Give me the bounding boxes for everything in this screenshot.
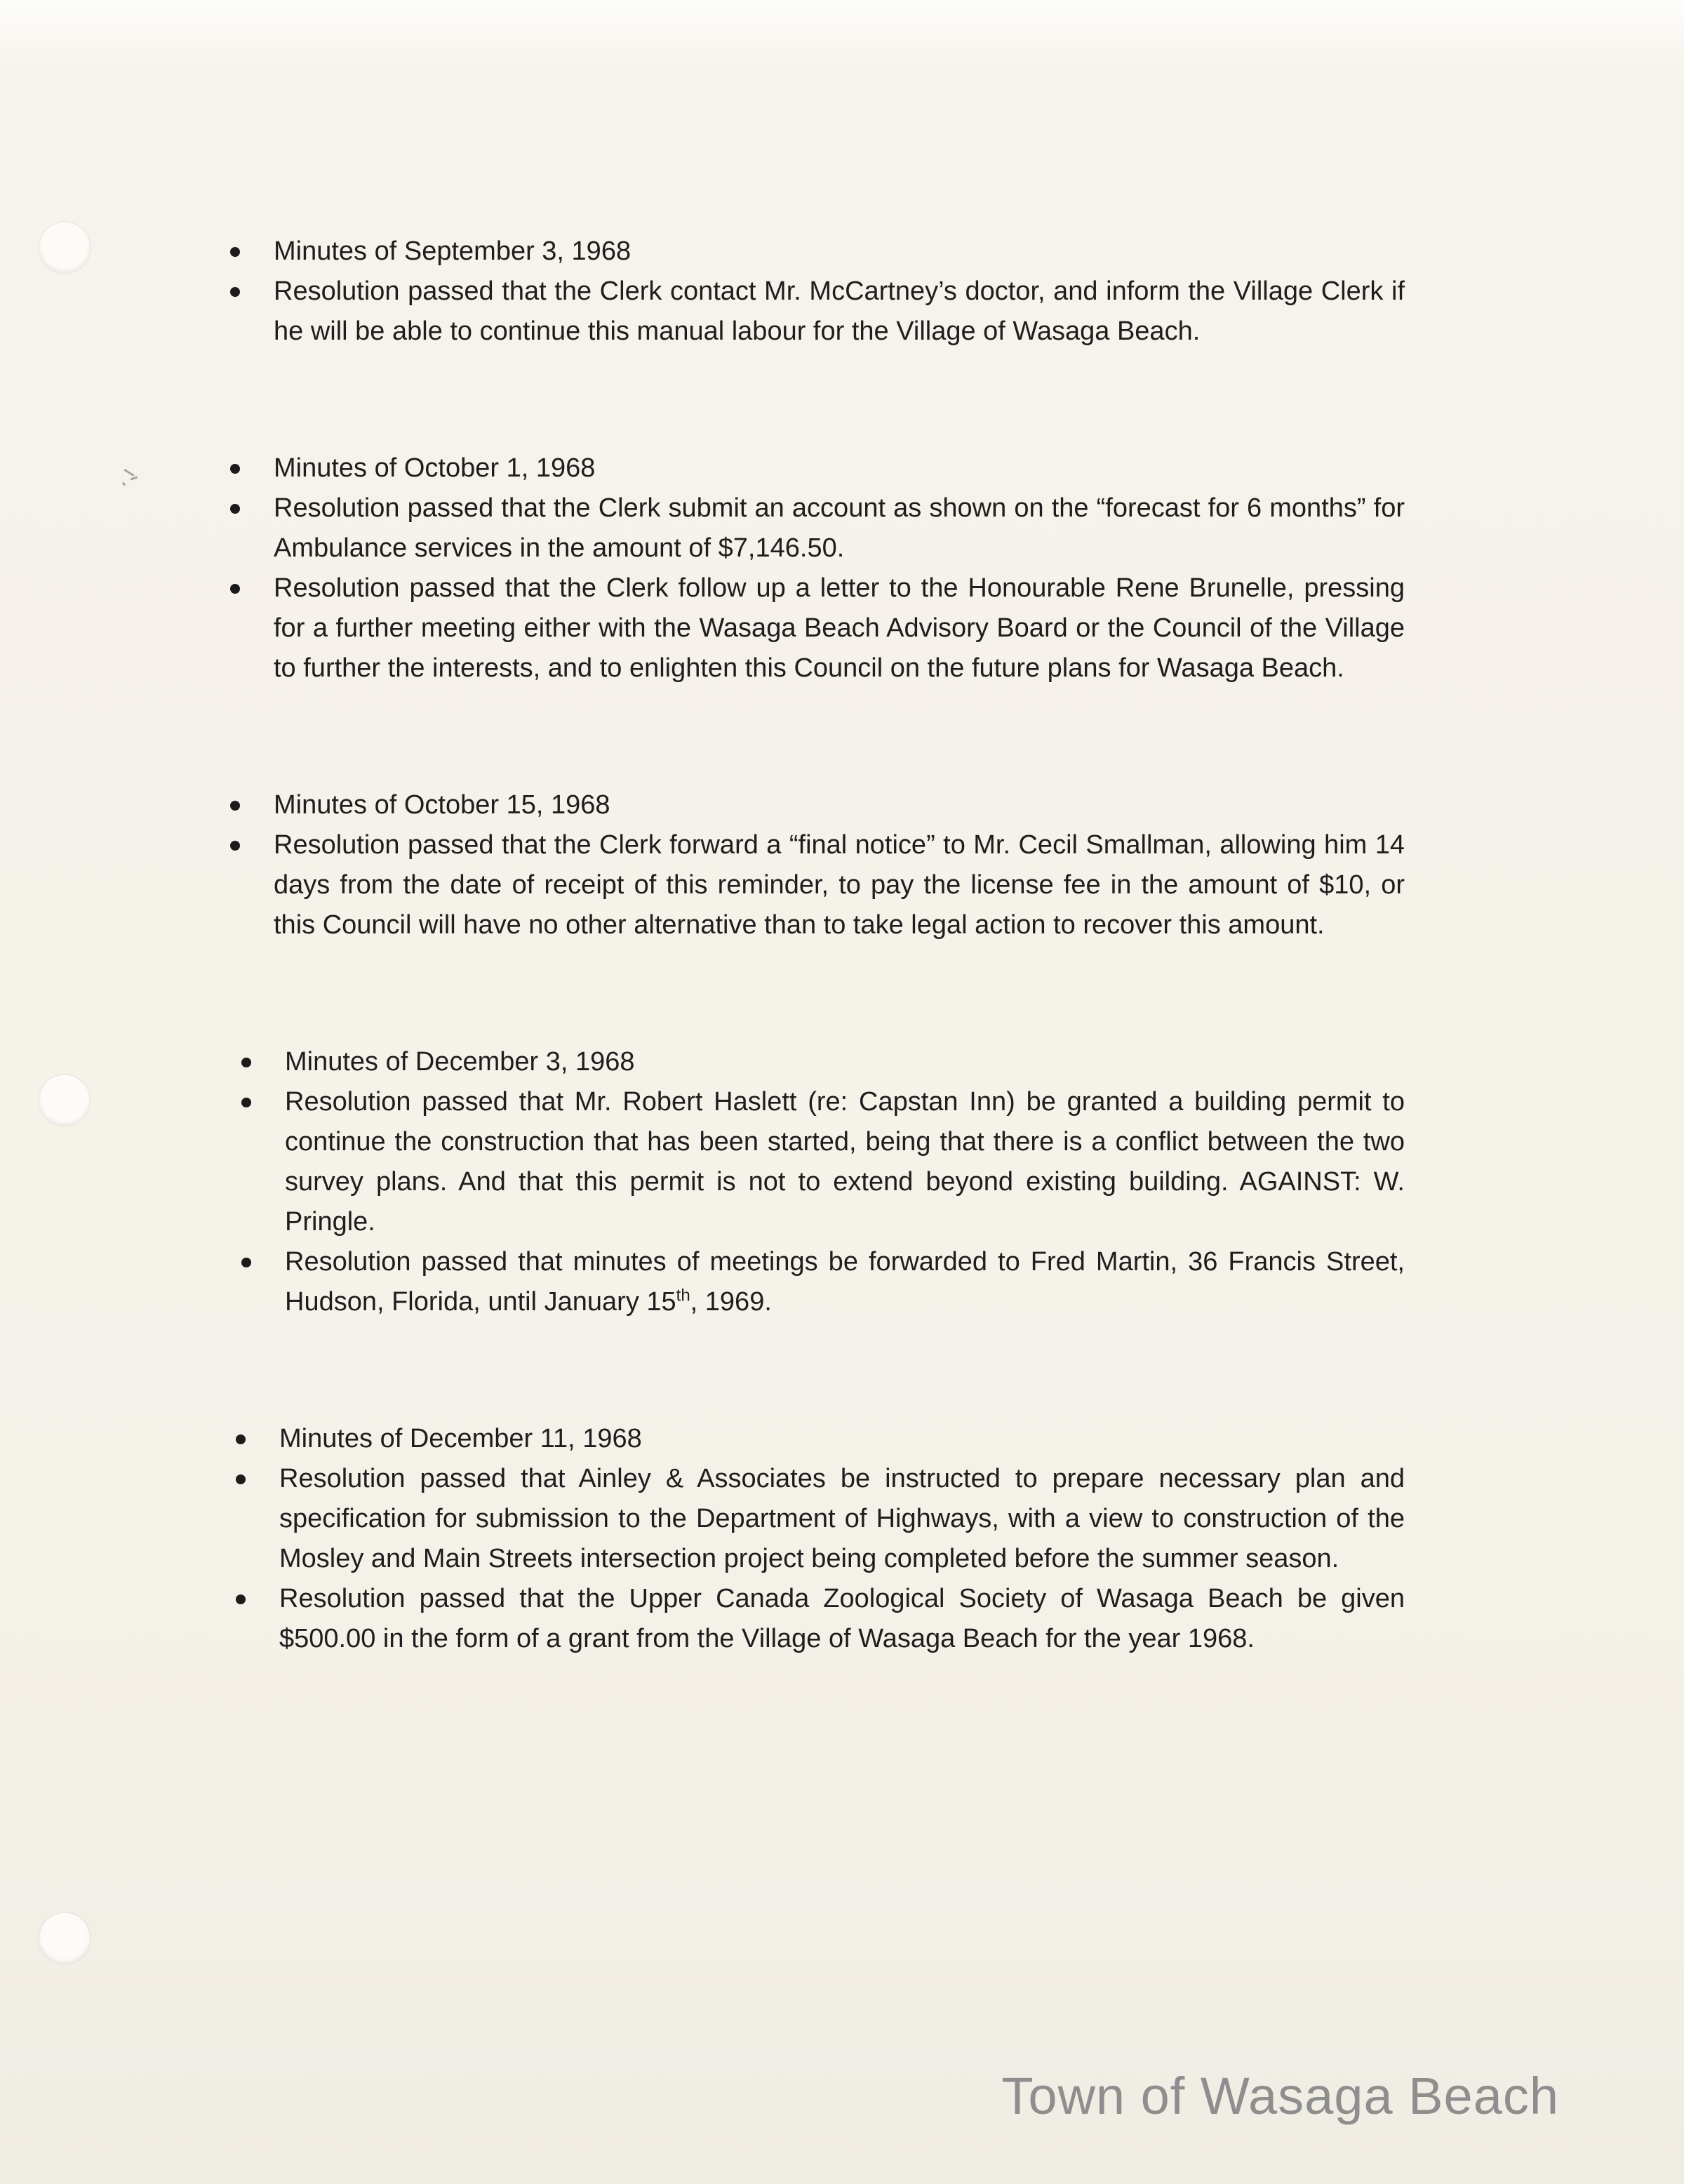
resolution-item: Resolution passed that Mr. Robert Haslett (re: Capstan Inn) be granted a building permit to continue the construction that has been started, being that there is a conflict between the two survey plans. And that this permit is not to extend beyond existing building. AGAINST: W. Pringle. [285, 1082, 1405, 1242]
pencil-mark [121, 469, 145, 487]
resolution-item: Resolution passed that the Clerk contact Mr. McCartney’s doctor, and inform the Village Clerk if he will be able to continue this manual labour for the Village of Wasaga Beach. [274, 272, 1405, 352]
resolution-text-after-superscript: , 1969. [690, 1287, 772, 1317]
minutes-date-heading: Minutes of December 11, 1968 [279, 1419, 1405, 1459]
minutes-content [274, 232, 1405, 1756]
resolution-item: Resolution passed that Ainley & Associates be instructed to prepare necessary plan and specification for submission to the Department of Highways, with a view to construction of the Mosley and Main Streets intersection project being completed before the summer season. [279, 1459, 1405, 1579]
scan-edge-highlight [0, 0, 1684, 49]
minutes-date-heading: Minutes of December 3, 1968 [285, 1042, 1405, 1082]
minutes-section-october-1 [274, 448, 1405, 688]
punch-hole-top [39, 222, 90, 273]
resolution-item: Resolution passed that the Upper Canada Zoological Society of Wasaga Beach be given $500.00 in the form of a grant from the Village of Wasaga Beach for the year 1968. [279, 1579, 1405, 1659]
punch-hole-middle [39, 1075, 90, 1126]
minutes-date-heading: Minutes of October 15, 1968 [274, 785, 1405, 825]
punch-hole-bottom [39, 1913, 90, 1964]
minutes-section-october-15 [274, 785, 1405, 945]
minutes-section-december-3 [285, 1042, 1405, 1322]
resolution-item [285, 1242, 1405, 1322]
ordinal-superscript: th [676, 1286, 690, 1305]
minutes-section-september-3 [274, 232, 1405, 352]
minutes-date-heading: Minutes of October 1, 1968 [274, 448, 1405, 488]
resolution-text-before-superscript: Resolution passed that minutes of meetings be forwarded to Fred Martin, 36 Francis Street, Hudson, Florida, until January 15 [285, 1247, 1405, 1317]
minutes-section-december-11 [279, 1419, 1405, 1659]
watermark: Town of Wasaga Beach [1001, 2067, 1559, 2125]
resolution-item: Resolution passed that the Clerk follow up a letter to the Honourable Rene Brunelle, pressing for a further meeting either with the Wasaga Beach Advisory Board or the Council of the Village to further the interests, and to enlighten this Council on the future plans for Wasaga Beach. [274, 568, 1405, 688]
minutes-date-heading: Minutes of September 3, 1968 [274, 232, 1405, 272]
resolution-item: Resolution passed that the Clerk forward a “final notice” to Mr. Cecil Smallman, allowing him 14 days from the date of receipt of this reminder, to pay the license fee in the amount of $10, or this Council will have no other alternative than to take legal action to recover this amount. [274, 825, 1405, 945]
resolution-item: Resolution passed that the Clerk submit an account as shown on the “forecast for 6 months” for Ambulance services in the amount of $7,146.50. [274, 488, 1405, 568]
